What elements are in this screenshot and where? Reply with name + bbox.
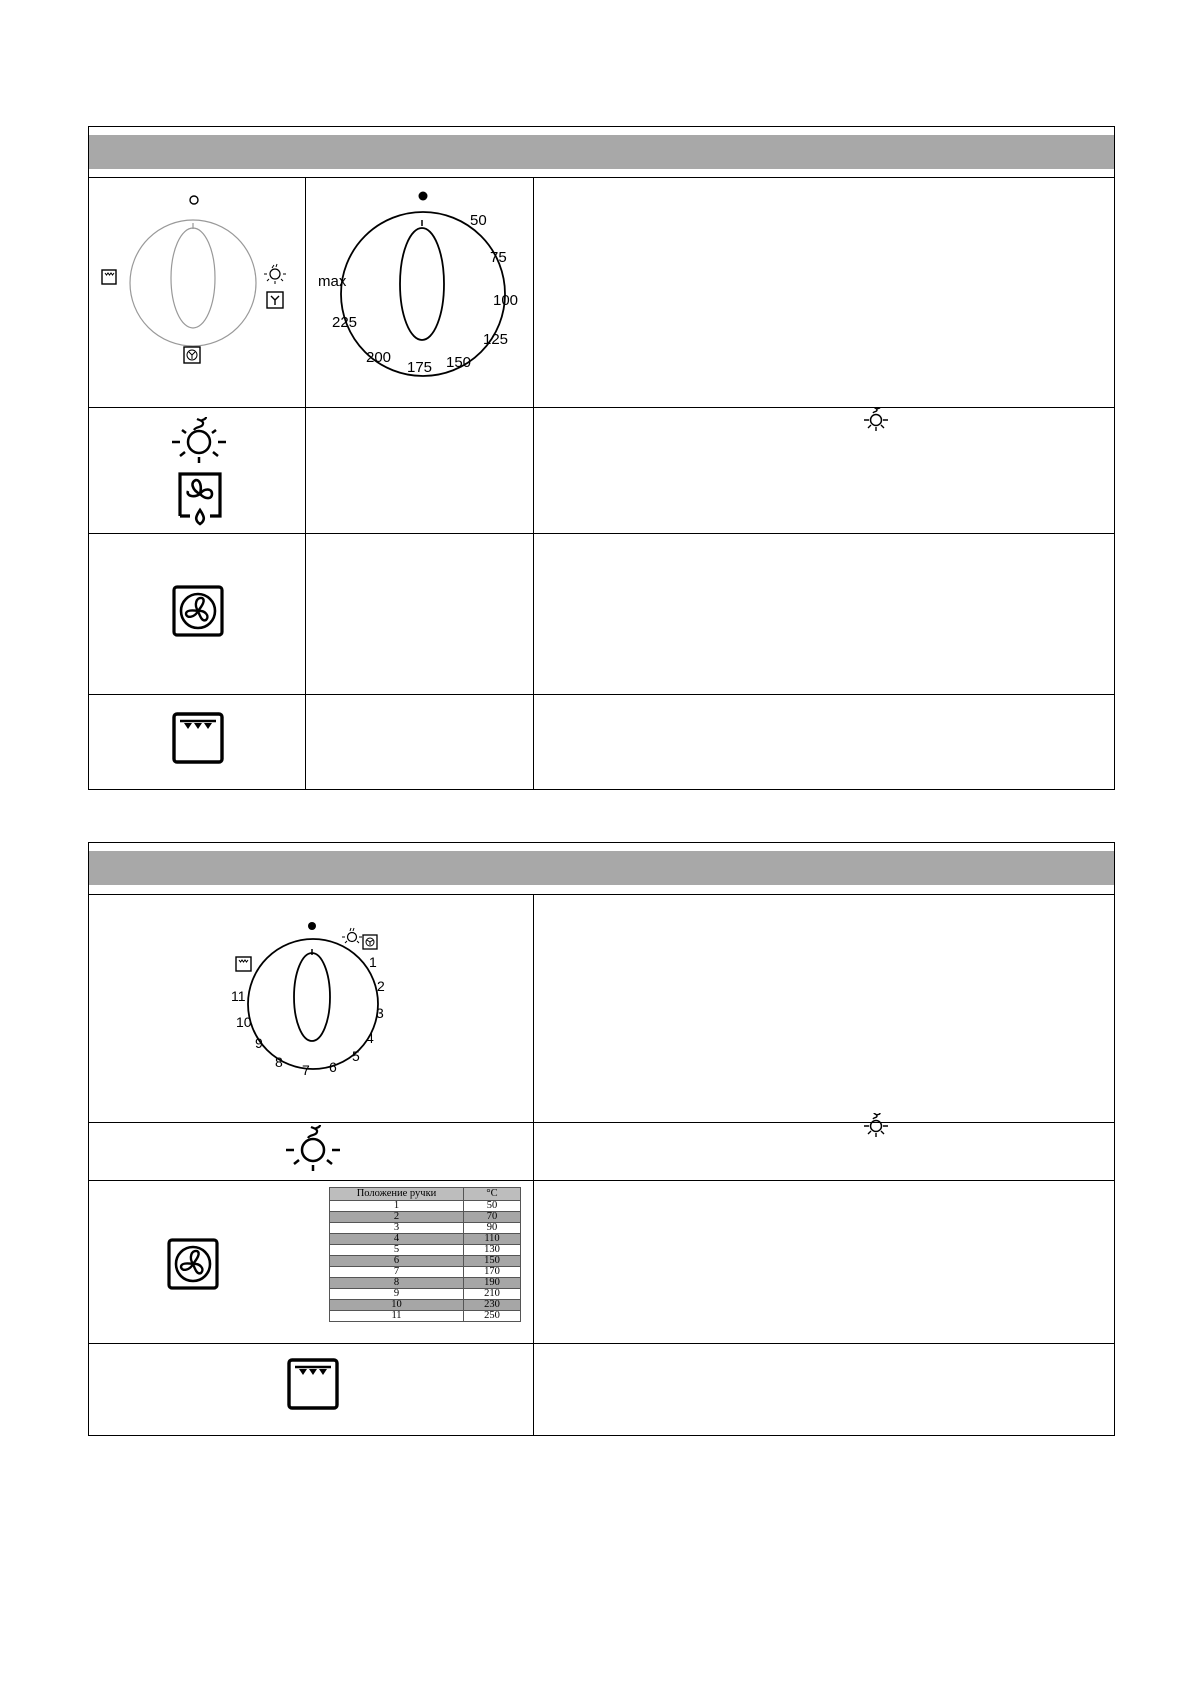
dial-label-75: 75	[490, 249, 507, 266]
dial-number-1: 1	[369, 954, 377, 970]
fan-oven-icon	[170, 583, 226, 639]
dial-label-max: max	[318, 273, 347, 290]
fan-oven-icon	[363, 935, 377, 949]
table-row: 2 70	[330, 1212, 521, 1223]
defrost-fan-icon	[267, 292, 283, 308]
table-header-row	[330, 1188, 521, 1201]
table-1-header-bar	[89, 135, 1114, 169]
lamp-icon	[342, 928, 362, 943]
table-row: 4 110	[330, 1234, 521, 1245]
dial-number-3: 3	[376, 1005, 384, 1021]
table-row: 1 50	[330, 1201, 521, 1212]
dial-label-200: 200	[366, 349, 392, 366]
temperature-dial	[310, 182, 540, 382]
table-row: 7 170	[330, 1267, 521, 1278]
table-row: 3 90	[330, 1223, 521, 1234]
dial-label-175: 175	[407, 359, 433, 376]
dial-number-8: 8	[275, 1054, 283, 1070]
knob-position-temperature-table	[329, 1187, 521, 1322]
header-position: Положение ручки	[330, 1188, 464, 1201]
table-row: 10 230	[330, 1300, 521, 1311]
lamp-icon	[862, 404, 890, 432]
dial-label-100: 100	[493, 292, 519, 309]
table-row: 9 210	[330, 1289, 521, 1300]
dial-number-7: 7	[302, 1062, 310, 1078]
table-row: 5 130	[330, 1245, 521, 1256]
table-row: 6 150	[330, 1256, 521, 1267]
function-selector-dial	[90, 180, 304, 380]
lamp-icon	[264, 264, 286, 284]
position-dial	[225, 915, 425, 1085]
table-row: 11 250	[330, 1311, 521, 1322]
dial-number-4: 4	[366, 1030, 374, 1046]
bottom-heat-icon	[102, 270, 116, 284]
dial-number-2: 2	[377, 978, 385, 994]
dial-number-9: 9	[255, 1035, 263, 1051]
fan-oven-icon	[165, 1236, 221, 1292]
header-celsius: °C	[464, 1188, 521, 1201]
lamp-icon	[862, 1110, 890, 1138]
dial-label-225: 225	[332, 314, 358, 331]
lamp-icon	[282, 1118, 344, 1172]
lamp-icon	[168, 412, 230, 464]
table-row: 8 190	[330, 1278, 521, 1289]
dial-number-6: 6	[329, 1059, 337, 1075]
off-circle-icon	[190, 196, 198, 204]
dial-label-125: 125	[483, 331, 509, 348]
dial-label-50: 50	[470, 212, 487, 229]
dial-number-10: 10	[236, 1014, 252, 1030]
table-2-header-bar	[89, 851, 1114, 885]
fan-oven-icon	[184, 347, 200, 363]
dial-label-150: 150	[446, 354, 472, 371]
defrost-fan-icon	[172, 470, 228, 528]
bottom-heat-icon	[170, 710, 226, 766]
dial-number-11: 11	[231, 988, 246, 1004]
dial-number-5: 5	[352, 1048, 360, 1064]
bottom-heat-icon	[236, 957, 251, 971]
bottom-heat-icon	[285, 1356, 341, 1412]
